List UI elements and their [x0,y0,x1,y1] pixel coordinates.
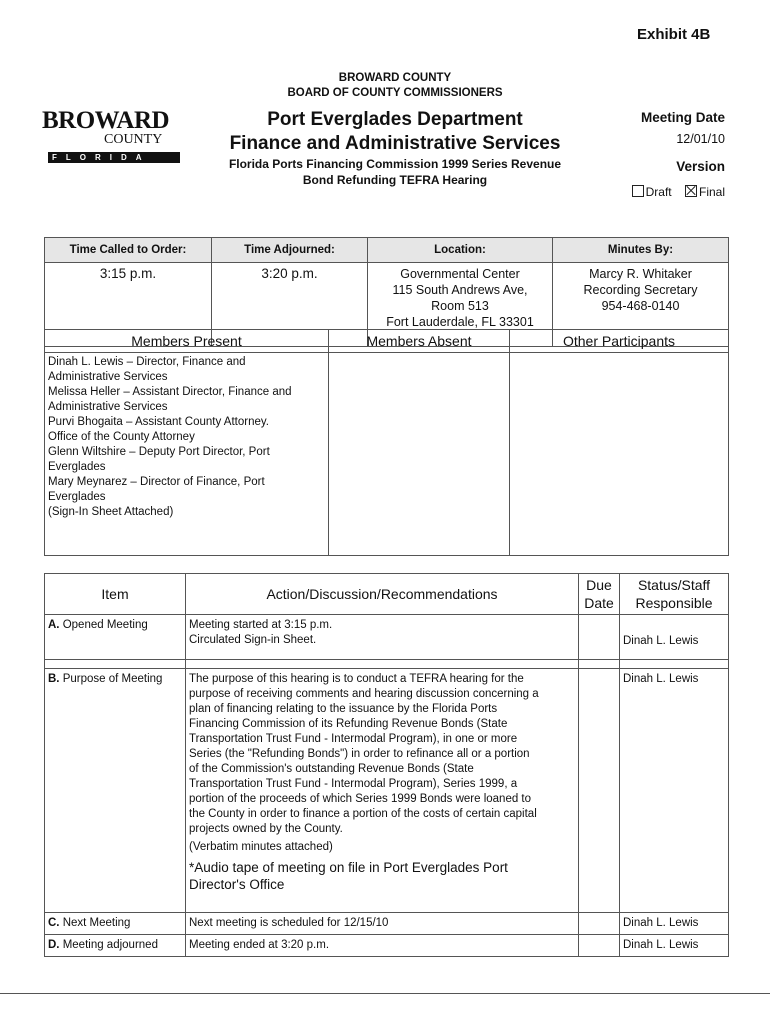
minutes-by-line: 954-468-0140 [601,299,680,313]
col-status-line-1: Status/Staff [637,577,711,593]
items-table [44,573,729,957]
time-adjourned: 3:20 p.m. [212,263,368,347]
location-line: Governmental Center [400,267,520,281]
action-cell [186,615,579,660]
org-line-1: BROWARD COUNTY [338,72,452,84]
action-line: Transportation Trust Fund - Intermodal Program), Series 1999, a [189,778,518,790]
title-line-1: Port Everglades Department [267,109,523,130]
action-line: Circulated Sign-in Sheet. [189,634,317,646]
header-time-called: Time Called to Order: [45,238,212,263]
org-heading [230,71,560,101]
version-options [600,185,725,199]
col-action: Action/Discussion/Recommendations [186,574,579,615]
responsible-cell: Dinah L. Lewis [620,615,729,660]
minutes-by-line: Recording Secretary [583,283,698,297]
action-line: the County in order to finance a portion of the costs of certain capital [189,808,537,820]
members-absent-header: Members Absent [329,330,510,353]
col-status [620,574,729,615]
action-line: portion of the proceeds of which Series 1999 Bonds were loaned to [189,793,532,805]
members-table [44,329,729,556]
table-row [45,669,729,913]
meeting-date-label: Meeting Date [640,110,725,125]
action-line: projects owned by the County. [189,823,343,835]
member-line: Melissa Heller – Assistant Director, Finance and [48,386,292,398]
action-cell: Meeting ended at 3:20 p.m. [186,935,579,957]
members-present-list [45,353,329,556]
col-item: Item [45,574,186,615]
final-label: Final [698,185,725,199]
action-line: purpose of receiving comments and hearing discussion concerning a [189,688,539,700]
other-participants-header: Other Participants [510,330,729,353]
logo-county: COUNTY [104,132,163,147]
members-absent-list [329,353,510,556]
minutes-by-line: Marcy R. Whitaker [589,267,692,281]
member-line: Administrative Services [48,371,168,383]
title-line-2: Finance and Administrative Services [229,133,561,154]
col-status-line-2: Responsible [635,595,713,611]
responsible-cell: Dinah L. Lewis [620,669,729,913]
member-line: Everglades [48,491,106,503]
table-row [45,913,729,935]
action-cell: Next meeting is scheduled for 12/15/10 [186,913,579,935]
member-line: Office of the County Attorney [48,431,195,443]
member-line: Administrative Services [48,401,168,413]
member-line: Mary Meynarez – Director of Finance, Port [48,476,265,488]
draft-label: Draft [645,185,672,199]
document-subtitle [195,156,595,188]
item-cell: C. Next Meeting [45,913,186,935]
header-time-adjourned: Time Adjourned: [212,238,368,263]
due-date-cell [579,913,620,935]
header-minutes-by: Minutes By: [553,238,729,263]
table-row [45,935,729,957]
audio-line: *Audio tape of meeting on file in Port Everglades Port [189,860,508,875]
subtitle-line-2: Bond Refunding TEFRA Hearing [302,173,488,187]
members-present-header: Members Present [45,330,329,353]
time-called: 3:15 p.m. [45,263,212,347]
verbatim-note: (Verbatim minutes attached) [189,841,333,853]
version-label: Version [676,159,725,174]
document-title [200,108,590,156]
member-line: (Sign-In Sheet Attached) [48,506,174,518]
table-row [45,615,729,660]
subtitle-line-1: Florida Ports Financing Commission 1999 Series Revenue [228,157,562,171]
audio-note [189,859,575,893]
location-line: Fort Lauderdale, FL 33301 [386,315,534,329]
audio-line: Director's Office [189,877,285,892]
exhibit-label: Exhibit 4B [637,26,711,43]
col-due-line-1: Due [586,577,612,593]
meeting-date: 12/01/10 [676,132,725,146]
location-line: 115 South Andrews Ave, [392,283,528,297]
draft-checkbox[interactable] [632,185,644,197]
responsible-cell: Dinah L. Lewis [620,935,729,957]
logo-wordmark: BROWARD [42,107,170,134]
org-line-2: BOARD OF COUNTY COMMISSIONERS [287,87,503,99]
action-line: Transportation Trust Fund - Intermodal Program), in one or more [189,733,518,745]
header-location: Location: [368,238,553,263]
item-cell: D. Meeting adjourned [45,935,186,957]
responsible-cell: Dinah L. Lewis [620,913,729,935]
due-date-cell [579,935,620,957]
action-line: The purpose of this hearing is to conduct a TEFRA hearing for the [189,673,524,685]
col-due-line-2: Date [584,595,614,611]
action-line: Financing Commission of its Refunding Revenue Bonds (State [189,718,508,730]
member-line: Everglades [48,461,106,473]
due-date-cell [579,669,620,913]
action-cell [186,669,579,913]
other-participants-list [510,353,729,556]
member-line: Dinah L. Lewis – Director, Finance and [48,356,246,368]
due-date-cell [579,615,620,660]
member-line: Glenn Wiltshire – Deputy Port Director, Port [48,446,270,458]
row-separator [45,660,729,669]
member-line: Purvi Bhogaita – Assistant County Attorney. [48,416,269,428]
broward-county-logo [42,108,182,164]
final-checkbox[interactable] [685,185,697,197]
item-cell: B. Purpose of Meeting [45,669,186,913]
location-line: Room 513 [431,299,489,313]
action-line: plan of financing relating to the issuance by the Florida Ports [189,703,498,715]
action-line: of the Commission's outstanding Revenue Bonds (State [189,763,474,775]
action-line: Series (the "Refunding Bonds") in order to refinance all or a portion [189,748,530,760]
logo-state-bar: FLORIDA [48,152,180,163]
page-bottom-rule [0,993,770,994]
col-due-date [579,574,620,615]
action-line: Meeting started at 3:15 p.m. [189,619,333,631]
item-cell: A. Opened Meeting [45,615,186,660]
